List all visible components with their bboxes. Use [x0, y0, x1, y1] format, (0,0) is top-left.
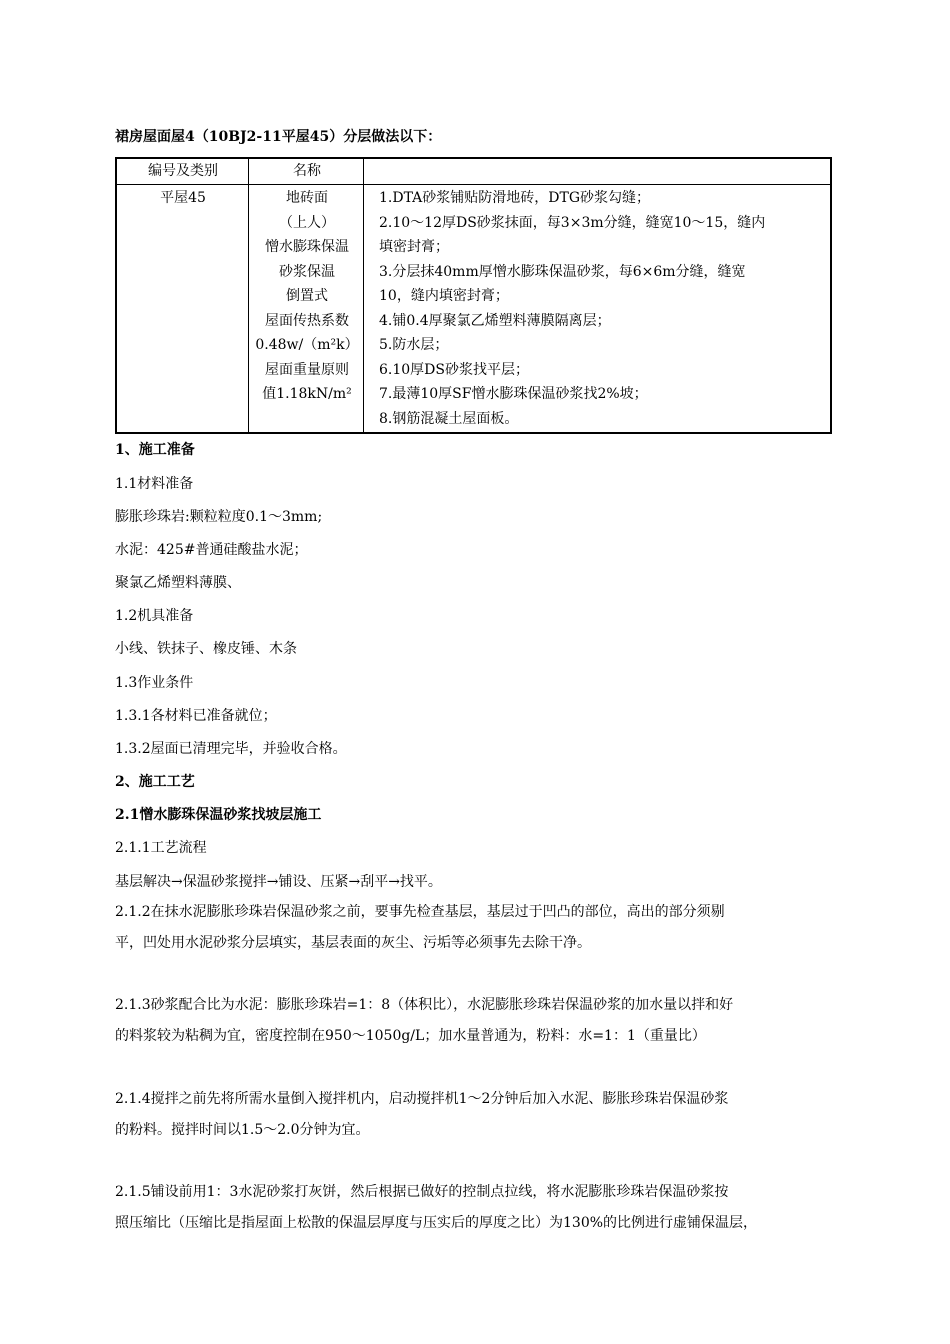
text-line: 膨胀珍珠岩:颗粒粒度0.1～3mm; — [115, 509, 323, 525]
step-line: 3.分层抹40mm厚憎水膨珠保温砂浆，每6×6m分缝，缝宽 — [379, 263, 746, 280]
name-line: 屋面重量原则 — [265, 361, 349, 378]
name-line: 倒置式 — [286, 288, 328, 304]
paragraph-line: 2.1.2在抹水泥膨胀珍珠岩保温砂浆之前，要事先检查基层，基层过于凹凸的部位，高出的部分须剔 — [115, 904, 725, 920]
paragraph-line: 的粉料。搅拌时间以1.5～2.0分钟为宜。 — [115, 1122, 370, 1138]
step-line: 10，缝内填密封膏； — [379, 288, 509, 304]
paragraph-line: 2.1.3砂浆配合比为水泥：膨胀珍珠岩=1：8（体积比），水泥膨胀珍珠岩保温砂浆的加水量以拌和好 — [115, 997, 734, 1013]
roof-steps — [373, 186, 834, 431]
name-line: 值1.18kN/m² — [262, 386, 352, 402]
name-line: 砂浆保温 — [279, 263, 335, 280]
step-line: 4.铺0.4厚聚氯乙烯塑料薄膜隔离层； — [379, 312, 611, 329]
roof-code: 平屋45 — [160, 190, 206, 206]
step-line: 5.防水层； — [379, 337, 449, 353]
text-line: 1.2机具准备 — [115, 608, 194, 624]
text-line: 1.3.1各材料已准备就位； — [115, 708, 277, 724]
name-line: 憎水膨珠保温 — [265, 239, 349, 255]
header-name: 名称 — [293, 163, 321, 179]
paragraph-line: 照压缩比（压缩比是指屋面上松散的保温层厚度与压实后的厚度之比）为130%的比例进行虚铺保温层， — [115, 1215, 758, 1231]
subheading: 2.1憎水膨珠保温砂浆找坡层施工 — [115, 807, 322, 823]
name-line: 0.48w/（m²k） — [255, 337, 359, 353]
name-line: （上人） — [279, 214, 335, 231]
step-line: 1.DTA砂浆铺贴防滑地砖，DTG砂浆勾缝； — [379, 190, 651, 206]
header-code: 编号及类别 — [148, 163, 218, 179]
paragraph-line: 2.1.4搅拌之前先将所需水量倒入搅拌机内，启动搅拌机1～2分钟后加入水泥、膨胀珍珠岩保温砂浆 — [115, 1091, 729, 1107]
name-line: 地砖面 — [286, 190, 328, 206]
text-line: 1.3作业条件 — [115, 675, 194, 691]
roof-spec-table — [115, 157, 832, 434]
text-line: 基层解决→保温砂浆搅拌→铺设、压紧→刮平→找平。 — [115, 874, 442, 890]
step-line: 填密封膏； — [379, 239, 449, 255]
paragraph — [115, 1084, 845, 1146]
text-line: 2.1.1工艺流程 — [115, 840, 207, 856]
step-line: 8.钢筋混凝土屋面板。 — [379, 410, 519, 427]
step-line: 2.10～12厚DS砂浆抹面，每3×3m分缝，缝宽10～15，缝内 — [379, 214, 766, 231]
paragraph — [115, 897, 845, 959]
step-line: 6.10厚DS砂浆找平层； — [379, 361, 529, 378]
text-line: 聚氯乙烯塑料薄膜、 — [115, 575, 241, 591]
paragraph — [115, 1177, 845, 1239]
paragraph — [115, 990, 845, 1052]
paragraph-line: 的料浆较为粘稠为宜，密度控制在950～1050g/L；加水量普通为，粉料：水=1：1（重量比） — [115, 1028, 706, 1044]
heading: 2、施工工艺 — [115, 774, 195, 790]
header-steps — [373, 159, 828, 184]
section-title: 裙房屋面屋4（10BJ2-11平屋45）分层做法以下： — [115, 129, 442, 145]
text-line: 1.1材料准备 — [115, 476, 194, 492]
text-line: 1.3.2屋面已清理完毕，并验收合格。 — [115, 741, 347, 757]
text-line: 水泥：425#普通硅酸盐水泥； — [115, 542, 308, 558]
paragraph-line: 2.1.5铺设前用1：3水泥砂浆打灰饼，然后根据已做好的控制点拉线，将水泥膨胀珍珠岩保温砂浆按 — [115, 1184, 729, 1200]
step-line: 7.最薄10厚SF憎水膨珠保温砂浆找2%坡； — [379, 386, 648, 402]
name-line: 屋面传热系数 — [265, 312, 349, 329]
heading: 1、施工准备 — [115, 442, 195, 458]
table-divider — [117, 184, 830, 185]
text-line: 小线、铁抹子、橡皮锤、木条 — [115, 641, 297, 657]
roof-names — [250, 186, 364, 407]
paragraph-line: 平，凹处用水泥砂浆分层填实，基层表面的灰尘、污垢等必须事先去除干净。 — [115, 935, 591, 951]
